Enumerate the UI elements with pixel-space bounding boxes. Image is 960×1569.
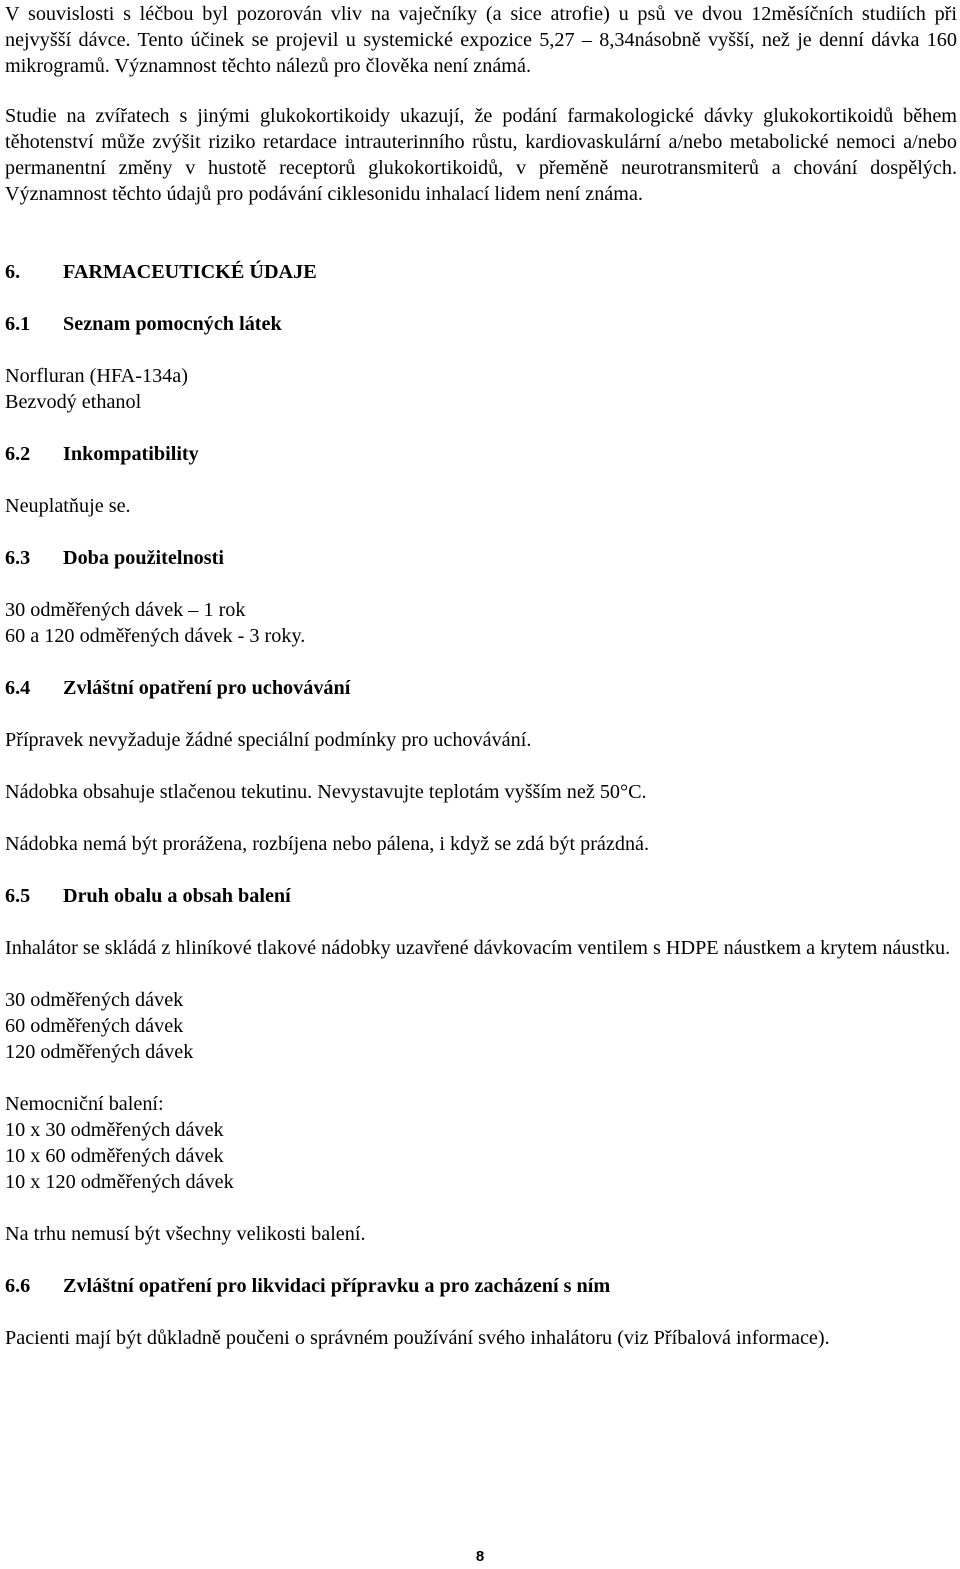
container-description: Inhalátor se skládá z hliníkové tlakové nádobky uzavřené dávkovacím ventilem s HDPE náustkem a krytem náustku. [5, 937, 951, 959]
section-6-5-heading [5, 883, 957, 909]
storage-text: Nádobka obsahuje stlačenou tekutinu. Nevystavujte teplotám vyšším než 50°C. [5, 781, 647, 803]
excipient-line: Bezvodý ethanol [5, 391, 142, 413]
section-6-2-heading [5, 441, 957, 467]
section-number: 6.4 [5, 677, 31, 699]
section-title: Seznam pomocných látek [63, 313, 282, 335]
section-title: Druh obalu a obsah balení [63, 885, 291, 907]
paragraph-ovary-findings: V souvislosti s léčbou byl pozorován vliv na vaječníky (a sice atrofie) u psů ve dvou 12měsíčních studiích při nejvyšší dávce. Tento účinek se projevil u systemické expozice 5,27 – 8,34násobně vyšší, než je denní dávka 160 mikrogramů. Významnost těchto nálezů pro člověka není známá. [5, 3, 957, 77]
section-number: 6.2 [5, 443, 31, 465]
hospital-pack-label: Nemocniční balení: [5, 1093, 164, 1115]
section-6-heading [5, 259, 957, 285]
section-title: Zvláštní opatření pro likvidaci přípravku a pro zacházení s ním [63, 1275, 611, 1297]
hospital-pack-line: 10 x 30 odměřených dávek [5, 1119, 224, 1141]
paragraph-animal-studies: Studie na zvířatech s jinými glukokortikoidy ukazují, že podání farmakologické dávky glukokortikoidů během těhotenství může zvýšit riziko retardace intrauterinního růstu, kardiovaskulární a/nebo metabolické nemoci a/nebo permanentní změny v hustotě receptorů glukokortikoidů, v přeměně neurotransmiterů a chování dospělých. Významnost těchto údajů pro podávání ciklesonidu inhalací lidem není známa. [5, 105, 957, 205]
section-6-3-heading [5, 545, 957, 571]
pack-availability-note: Na trhu nemusí být všechny velikosti balení. [5, 1223, 366, 1245]
storage-text: Přípravek nevyžaduje žádné speciální podmínky pro uchovávání. [5, 729, 532, 751]
hospital-pack-line: 10 x 60 odměřených dávek [5, 1145, 224, 1167]
disposal-text: Pacienti mají být důkladně poučeni o správném používání svého inhalátoru (viz Příbalová informace). [5, 1327, 830, 1349]
shelf-life-line: 60 a 120 odměřených dávek - 3 roky. [5, 625, 306, 647]
incompatibilities-text: Neuplatňuje se. [5, 495, 131, 517]
document-page [5, 0, 957, 1351]
section-title: Inkompatibility [63, 443, 199, 465]
hospital-pack-line: 10 x 120 odměřených dávek [5, 1171, 234, 1193]
section-number: 6. [5, 261, 21, 283]
shelf-life-line: 30 odměřených dávek – 1 rok [5, 599, 246, 621]
pack-size-line: 120 odměřených dávek [5, 1041, 194, 1063]
pack-size-line: 30 odměřených dávek [5, 989, 184, 1011]
section-6-6-heading [5, 1273, 957, 1299]
section-6-4-heading [5, 675, 957, 701]
excipient-line: Norfluran (HFA-134a) [5, 365, 188, 387]
page-number: 8 [475, 1548, 485, 1565]
section-title: FARMACEUTICKÉ ÚDAJE [63, 261, 317, 283]
storage-text: Nádobka nemá být prorážena, rozbíjena nebo pálena, i když se zdá být prázdná. [5, 833, 650, 855]
section-number: 6.6 [5, 1275, 31, 1297]
section-number: 6.5 [5, 885, 31, 907]
section-number: 6.3 [5, 547, 31, 569]
section-6-1-heading [5, 311, 957, 337]
pack-size-line: 60 odměřených dávek [5, 1015, 184, 1037]
section-title: Doba použitelnosti [63, 547, 224, 569]
section-title: Zvláštní opatření pro uchovávání [63, 677, 351, 699]
section-number: 6.1 [5, 313, 31, 335]
